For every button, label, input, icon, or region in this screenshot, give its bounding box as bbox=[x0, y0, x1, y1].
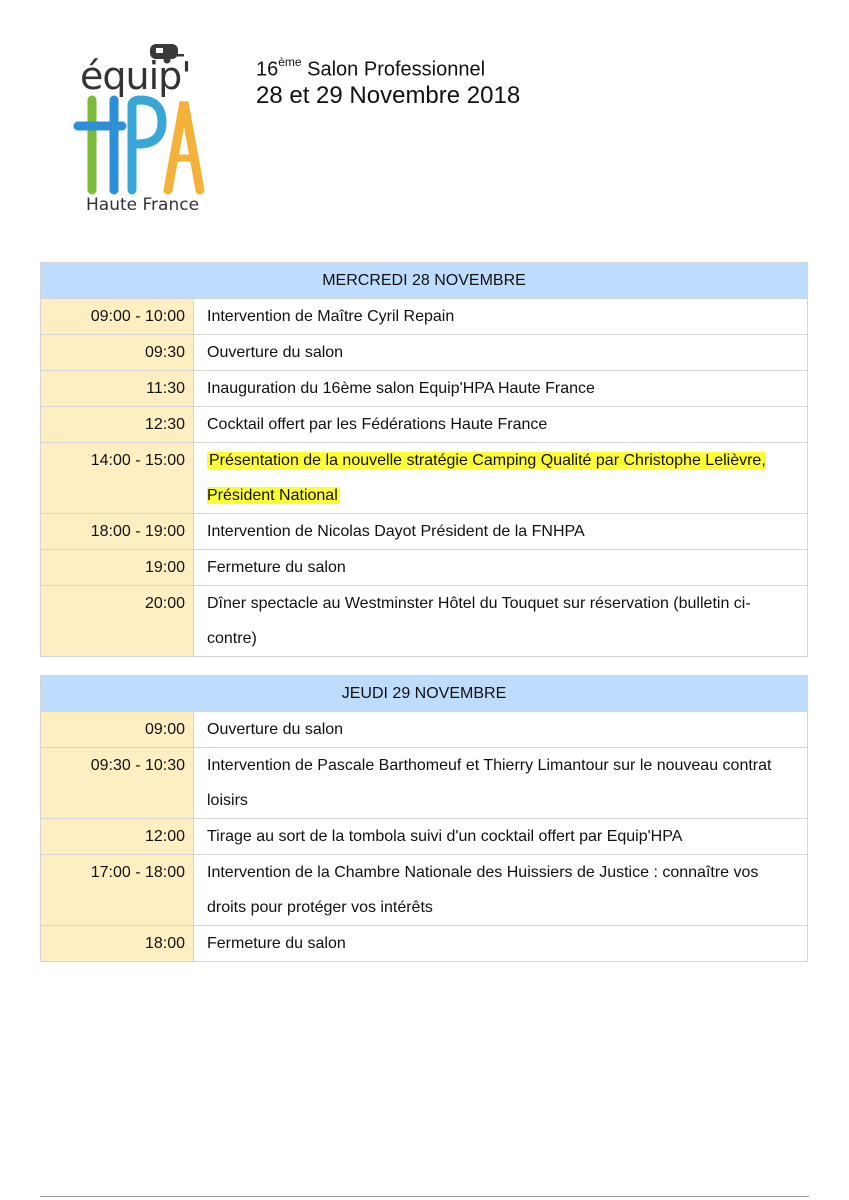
event-time: 20:00 bbox=[41, 586, 194, 657]
table-row bbox=[41, 299, 808, 335]
day-title: JEUDI 29 NOVEMBRE bbox=[41, 676, 808, 712]
event-time: 09:00 bbox=[41, 712, 194, 748]
event-description: Intervention de la Chambre Nationale des Huissiers de Justice : connaître vos droits pour protéger vos intérêts bbox=[194, 855, 808, 926]
day-header-row bbox=[41, 263, 808, 299]
schedule-table-day-2 bbox=[40, 675, 808, 962]
event-header bbox=[256, 55, 521, 109]
schedule-table-day-1 bbox=[40, 262, 808, 657]
event-time: 14:00 - 15:00 bbox=[41, 443, 194, 514]
event-description: Inauguration du 16ème salon Equip'HPA Haute France bbox=[194, 371, 808, 407]
event-time: 09:30 bbox=[41, 335, 194, 371]
event-description: Fermeture du salon bbox=[194, 550, 808, 586]
edition-suffix: ème bbox=[278, 55, 302, 69]
table-row bbox=[41, 855, 808, 926]
logo-region: Haute France bbox=[86, 195, 200, 215]
table-row bbox=[41, 586, 808, 657]
event-description: Ouverture du salon bbox=[194, 335, 808, 371]
table-row bbox=[41, 335, 808, 371]
event-dates: 28 et 29 Novembre 2018 bbox=[256, 81, 521, 109]
day-title: MERCREDI 28 NOVEMBRE bbox=[41, 263, 808, 299]
event-description: Dîner spectacle au Westminster Hôtel du Touquet sur réservation (bulletin ci-contre) bbox=[194, 586, 808, 657]
event-time: 17:00 - 18:00 bbox=[41, 855, 194, 926]
footer-divider bbox=[40, 1196, 809, 1197]
day-header-row bbox=[41, 676, 808, 712]
logo-word: équip' bbox=[80, 54, 191, 98]
event-time: 18:00 - 19:00 bbox=[41, 514, 194, 550]
edition-label: Salon Professionnel bbox=[301, 58, 486, 81]
event-time: 12:30 bbox=[41, 407, 194, 443]
table-row bbox=[41, 712, 808, 748]
event-description: Fermeture du salon bbox=[194, 926, 808, 962]
event-time: 18:00 bbox=[41, 926, 194, 962]
event-time: 09:30 - 10:30 bbox=[41, 748, 194, 819]
edition-number: 16 bbox=[256, 58, 279, 81]
table-row bbox=[41, 748, 808, 819]
event-description: Ouverture du salon bbox=[194, 712, 808, 748]
event-time: 11:30 bbox=[41, 371, 194, 407]
event-description: Intervention de Pascale Barthomeuf et Thierry Limantour sur le nouveau contrat loisirs bbox=[194, 748, 808, 819]
edition-line bbox=[256, 55, 520, 82]
table-row bbox=[41, 371, 808, 407]
event-time: 12:00 bbox=[41, 819, 194, 855]
event-description bbox=[194, 443, 808, 514]
highlighted-text: Présentation de la nouvelle stratégie Camping Qualité par Christophe Lelièvre, Président National bbox=[207, 452, 766, 504]
table-row bbox=[41, 407, 808, 443]
event-description: Intervention de Nicolas Dayot Président de la FNHPA bbox=[194, 514, 808, 550]
event-time: 09:00 - 10:00 bbox=[41, 299, 194, 335]
equip-hpa-logo bbox=[70, 40, 220, 218]
event-time: 19:00 bbox=[41, 550, 194, 586]
event-description: Tirage au sort de la tombola suivi d'un cocktail offert par Equip'HPA bbox=[194, 819, 808, 855]
table-row bbox=[41, 514, 808, 550]
table-row bbox=[41, 550, 808, 586]
table-row bbox=[41, 819, 808, 855]
table-row bbox=[41, 926, 808, 962]
event-description: Intervention de Maître Cyril Repain bbox=[194, 299, 808, 335]
table-row bbox=[41, 443, 808, 514]
event-description: Cocktail offert par les Fédérations Haute France bbox=[194, 407, 808, 443]
hpa-letters bbox=[78, 100, 200, 190]
